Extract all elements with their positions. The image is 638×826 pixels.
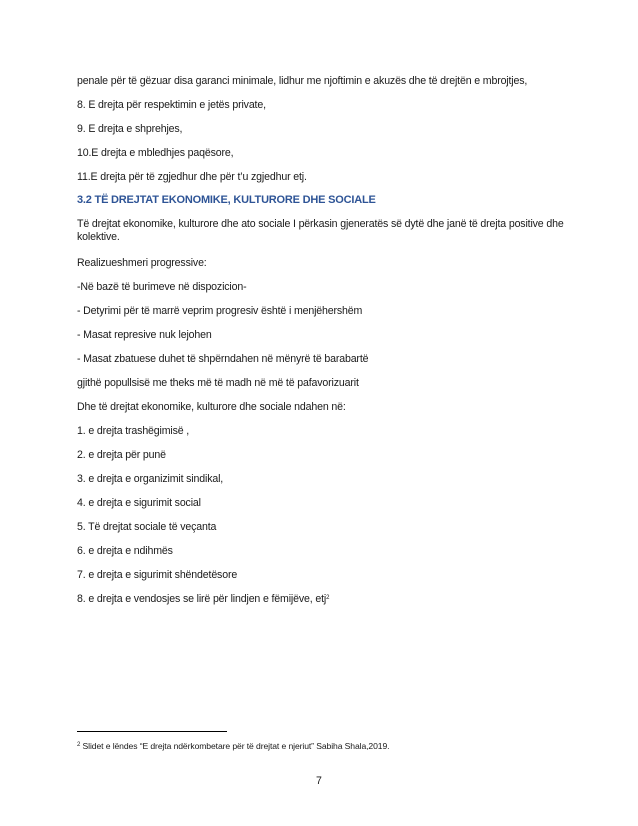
list-item: 2. e drejta për punë [77,449,166,461]
paragraph: 9. E drejta e shprehjes, [77,123,183,135]
list-item: 6. e drejta e ndihmës [77,545,173,557]
list-item: - Masat zbatuese duhet të shpërndahen në mënyrë të barabartë [77,353,369,365]
page-number: 7 [316,775,322,787]
list-item: - Masat represive nuk lejohen [77,329,212,341]
paragraph: Dhe të drejtat ekonomike, kulturore dhe sociale ndahen në: [77,401,346,413]
section-heading: 3.2 TË DREJTAT EKONOMIKE, KULTURORE DHE SOCIALE [77,194,376,206]
footnote-marker: 2 [77,742,81,748]
list-item [77,593,567,606]
footnote-reference[interactable]: 2 [326,595,330,601]
list-item: 7. e drejta e sigurimit shëndetësore [77,569,238,581]
paragraph: gjithë popullsisë me theks më të madh në më të pafavorizuarit [77,377,359,389]
paragraph: 10.E drejta e mbledhjes paqësore, [77,147,234,159]
paragraph: Realizueshmeri progressive: [77,257,207,269]
footnote-divider [77,731,227,732]
footnote-text: Slidet e lëndes “E drejta ndërkombetare për të drejtat e njeriut” Sabiha Shala,2019. [80,741,390,751]
list-item: 4. e drejta e sigurimit social [77,497,201,509]
paragraph: 11.E drejta për të zgjedhur dhe për t’u zgjedhur etj. [77,171,307,183]
paragraph: 8. E drejta për respektimin e jetës private, [77,99,266,111]
intro-paragraph: Të drejtat ekonomike, kulturore dhe ato sociale I përkasin gjeneratës së dytë dhe janë të drejta positive dhe kolektive. [77,218,564,243]
list-item: 3. e drejta e organizimit sindikal, [77,473,224,485]
list-item-text: 8. e drejta e vendosjes se lirë për lindjen e fëmijëve, etj [77,593,327,605]
list-item: -Në bazë të burimeve në dispozicion- [77,281,247,293]
list-item: 1. e drejta trashëgimisë , [77,425,190,437]
paragraph: penale për të gëzuar disa garanci minimale, lidhur me njoftimin e akuzës dhe të drejtën e mbrojtjes, [77,75,528,87]
footnote [77,741,567,752]
list-item: - Detyrimi për të marrë veprim progresiv është i menjëhershëm [77,305,363,317]
list-item: 5. Të drejtat sociale të veçanta [77,521,217,533]
